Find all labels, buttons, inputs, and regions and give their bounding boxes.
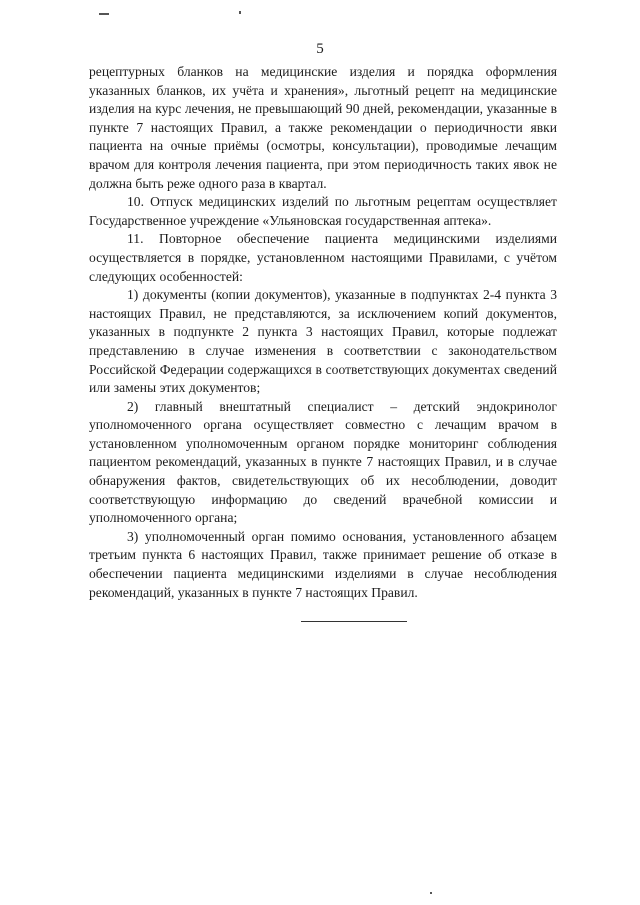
scan-mark	[430, 892, 432, 894]
scan-mark	[99, 13, 109, 15]
paragraph-item-11: 11. Повторное обеспечение пациента медицинскими изделиями осуществляется в порядке, установленном настоящими Правилами, с учётом следующих особенностей:	[89, 231, 557, 284]
subitem-1: 1) документы (копии документов), указанные в подпунктах 2-4 пункта 3 настоящих Правил, не представляются, за исключением копий документов, указанных в подпункте 2 пункта 3 настоящих Правил, которые подлежат представлению в случае изменения в соответствии с законодательством Российской Федерации содержащихся в соответствующих документах сведений или замены этих документов;	[89, 287, 557, 396]
scan-mark	[239, 11, 241, 14]
page-number: 5	[316, 41, 324, 57]
paragraph-continuation: рецептурных бланков на медицинские изделия и порядка оформления указанных бланков, их учёта и хранения», льготный рецепт на медицинские изделия на курс лечения, не превышающий 90 дней, рекомендации, указанные в пункте 7 настоящих Правил, а также рекомендации о периодичности явки пациента на очные приёмы (осмотры, консультации), проводимые лечащим врачом для контроля лечения пациента, при этом периодичность таких явок не должна быть реже одного раза в квартал.	[89, 64, 557, 191]
subitem-2: 2) главный внештатный специалист – детский эндокринолог уполномоченного органа осуществляет совместно с лечащим врачом в установленном уполномоченным органом порядке мониторинг соблюдения пациентом рекомендаций, указанных в пункте 7 настоящих Правил, и в случае обнаружения фактов, свидетельствующих об их несоблюдении, доводит соответствующую информацию до сведений врачебной комиссии и уполномоченного органа;	[89, 398, 557, 526]
end-separator-line	[301, 621, 407, 622]
paragraph-item-10: 10. Отпуск медицинских изделий по льготным рецептам осуществляет Государственное учреждение «Ульяновская государственная аптека».	[89, 194, 557, 228]
document-body	[89, 63, 557, 602]
subitem-3: 3) уполномоченный орган помимо основания, установленного абзацем третьим пункта 6 настоящих Правил, также принимает решение об отказе в обеспечении пациента медицинскими изделиями в случае несоблюдения рекомендаций, указанных в пункте 7 настоящих Правил.	[89, 528, 557, 600]
